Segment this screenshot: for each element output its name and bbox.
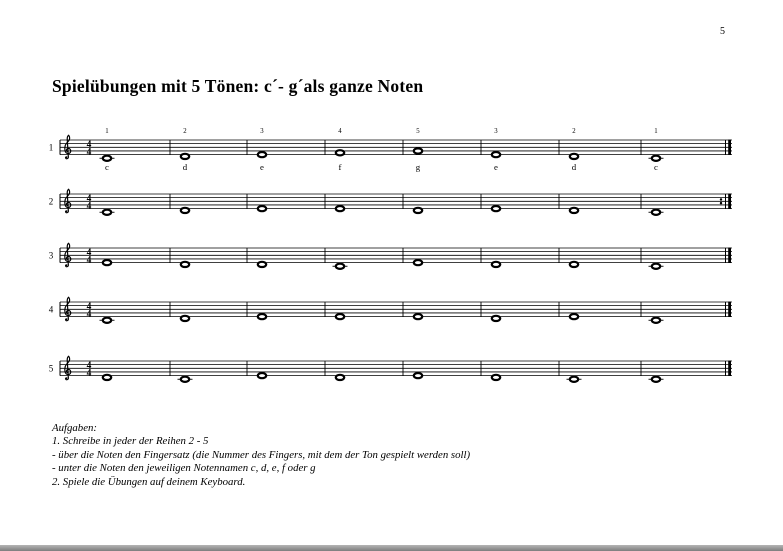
whole-note-d — [492, 262, 500, 267]
finger-number: 1 — [105, 128, 109, 135]
staff-label: 5 — [48, 363, 54, 374]
svg-text:4: 4 — [86, 309, 92, 320]
staff-label: 4 — [48, 304, 54, 315]
whole-note-e — [336, 314, 344, 319]
finger-number: 4 — [338, 128, 342, 135]
whole-note-c — [652, 210, 660, 215]
tasks-block — [52, 422, 712, 489]
whole-note-e — [414, 314, 422, 319]
svg-text:4: 4 — [86, 361, 92, 372]
whole-note-d — [570, 208, 578, 213]
staff-system-1 — [49, 128, 732, 172]
note-name: d — [182, 162, 188, 172]
whole-note-d — [336, 375, 344, 380]
staff-system-2 — [49, 189, 732, 215]
note-name: d — [571, 162, 577, 172]
whole-note-d — [258, 262, 266, 267]
whole-note-d — [103, 375, 111, 380]
svg-text:4: 4 — [86, 201, 92, 212]
time-signature — [87, 194, 92, 211]
note-name: c — [654, 162, 658, 172]
staff-system-3 — [49, 243, 732, 269]
staff-label: 3 — [48, 250, 54, 261]
note-name: f — [338, 162, 342, 172]
note-name: g — [415, 162, 421, 172]
repeat-dot — [720, 198, 722, 200]
note-name: e — [260, 162, 264, 172]
svg-text:4: 4 — [86, 140, 92, 151]
time-signature — [87, 140, 92, 157]
whole-note-e — [414, 260, 422, 265]
whole-note-c — [570, 377, 578, 382]
svg-text:4: 4 — [86, 255, 92, 266]
page-bottom-edge — [0, 545, 783, 551]
note-name: e — [494, 162, 498, 172]
whole-note-e — [258, 206, 266, 211]
whole-note-d — [181, 154, 189, 159]
whole-note-c — [336, 264, 344, 269]
task-line-4: 2. Spiele die Übungen auf deinem Keyboard. — [52, 475, 246, 488]
whole-note-c — [652, 156, 660, 161]
time-signature — [87, 248, 92, 265]
svg-text:4: 4 — [86, 147, 92, 158]
whole-note-c — [181, 377, 189, 382]
task-line-3: - unter die Noten den jeweiligen Notennamen c, d, e, f oder g — [52, 462, 316, 475]
whole-note-d — [492, 375, 500, 380]
svg-text:4: 4 — [86, 248, 92, 259]
whole-note-c — [103, 156, 111, 161]
whole-note-e — [492, 206, 500, 211]
staff-label: 2 — [48, 196, 54, 207]
whole-note-e — [492, 152, 500, 157]
svg-text:4: 4 — [86, 302, 92, 313]
time-signature — [87, 302, 92, 319]
whole-note-c — [652, 318, 660, 323]
whole-note-c — [652, 377, 660, 382]
whole-note-c — [652, 264, 660, 269]
whole-note-e — [336, 206, 344, 211]
whole-note-d — [492, 316, 500, 321]
staff-system-5 — [49, 356, 732, 382]
whole-note-e — [258, 373, 266, 378]
whole-note-e — [414, 373, 422, 378]
repeat-dot — [720, 202, 722, 204]
whole-note-d — [414, 208, 422, 213]
whole-note-e — [103, 260, 111, 265]
svg-text:4: 4 — [86, 368, 92, 379]
whole-note-d — [181, 316, 189, 321]
whole-note-d — [181, 262, 189, 267]
time-signature — [87, 361, 92, 378]
whole-note-d — [181, 208, 189, 213]
whole-note-d — [570, 262, 578, 267]
whole-note-f — [336, 150, 344, 155]
svg-text:4: 4 — [86, 194, 92, 205]
staff-system-4 — [49, 297, 732, 323]
whole-note-g — [414, 148, 422, 153]
task-line-1: 1. Schreibe in jeder der Reihen 2 - 5 — [52, 435, 209, 448]
finger-number: 2 — [183, 128, 187, 135]
finger-number: 3 — [494, 128, 498, 135]
page-number: 5 — [720, 26, 725, 37]
note-name: c — [105, 162, 109, 172]
finger-number: 2 — [572, 128, 576, 135]
whole-note-e — [570, 314, 578, 319]
whole-note-e — [258, 152, 266, 157]
whole-note-c — [103, 210, 111, 215]
staff-label: 1 — [48, 142, 54, 153]
finger-number: 3 — [260, 128, 264, 135]
task-line-2: - über die Noten den Fingersatz (die Nummer des Fingers, mit dem der Ton gespielt werden soll) — [52, 448, 471, 461]
whole-note-d — [570, 154, 578, 159]
whole-note-e — [258, 314, 266, 319]
finger-number: 5 — [416, 128, 420, 135]
finger-number: 1 — [654, 128, 658, 135]
whole-note-c — [103, 318, 111, 323]
page-title: Spielübungen mit 5 Tönen: c´- g´als ganze Noten — [52, 76, 424, 96]
tasks-heading: Aufgaben: — [52, 422, 97, 434]
